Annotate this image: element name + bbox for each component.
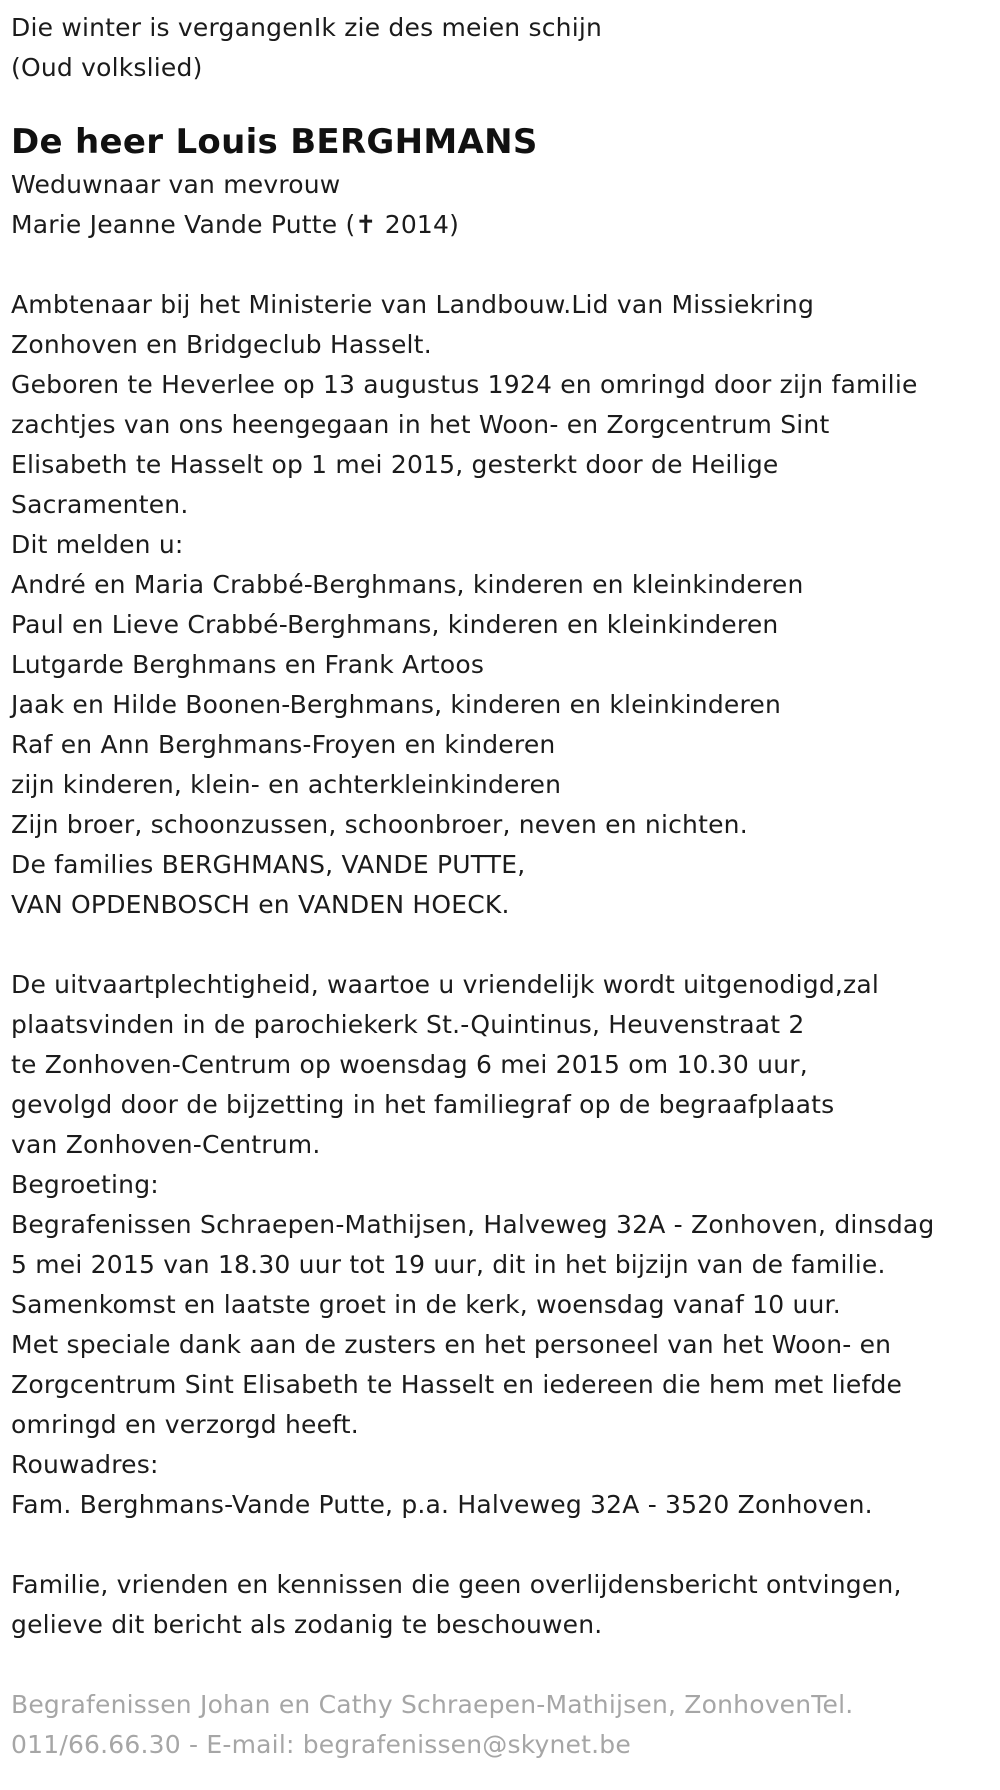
obituary-notice bbox=[11, 8, 991, 1765]
family-line: Lutgarde Berghmans en Frank Artoos bbox=[11, 650, 485, 679]
notice-line: Familie, vrienden en kennissen die geen overlijdensbericht ontvingen, bbox=[11, 1570, 902, 1599]
ceremony-line: plaatsvinden in de parochiekerk St.-Quintinus, Heuvenstraat 2 bbox=[11, 1010, 805, 1039]
ceremony-line: De uitvaartplechtigheid, waartoe u vriendelijk wordt uitgenodigd,zal bbox=[11, 970, 880, 999]
relation-line: Weduwnaar van mevrouw bbox=[11, 170, 341, 199]
ceremony-line: Met speciale dank aan de zusters en het personeel van het Woon- en bbox=[11, 1330, 892, 1359]
family-line: Paul en Lieve Crabbé-Berghmans, kinderen en kleinkinderen bbox=[11, 610, 779, 639]
biography-line: Sacramenten. bbox=[11, 490, 189, 519]
biography-line: Geboren te Heverlee op 13 augustus 1924 en omringd door zijn familie bbox=[11, 370, 918, 399]
ceremony-details bbox=[11, 965, 991, 1525]
motto-line: Die winter is vergangenIk zie des meien schijn bbox=[11, 13, 603, 42]
family-line: zijn kinderen, klein- en achterkleinkinderen bbox=[11, 770, 562, 799]
biography-line: Elisabeth te Hasselt op 1 mei 2015, gesterkt door de Heilige bbox=[11, 450, 779, 479]
family-line: De families BERGHMANS, VANDE PUTTE, bbox=[11, 850, 526, 879]
spacer bbox=[11, 925, 991, 965]
spacer bbox=[11, 245, 991, 285]
family-line: VAN OPDENBOSCH en VANDEN HOECK. bbox=[11, 890, 510, 919]
ceremony-line: gevolgd door de bijzetting in het familiegraf op de begraafplaats bbox=[11, 1090, 835, 1119]
ceremony-line: omringd en verzorgd heeft. bbox=[11, 1410, 359, 1439]
notice-line: gelieve dit bericht als zodanig te beschouwen. bbox=[11, 1610, 603, 1639]
spacer bbox=[11, 1525, 991, 1565]
spouse-line: Marie Jeanne Vande Putte (✝ 2014) bbox=[11, 210, 460, 239]
footer-line: Begrafenissen Johan en Cathy Schraepen-Mathijsen, ZonhovenTel. bbox=[11, 1690, 854, 1719]
footer bbox=[11, 1685, 991, 1765]
family-line: André en Maria Crabbé-Berghmans, kinderen en kleinkinderen bbox=[11, 570, 804, 599]
footer-line: 011/66.66.30 - E-mail: begrafenissen@skynet.be bbox=[11, 1730, 631, 1759]
ceremony-line: te Zonhoven-Centrum op woensdag 6 mei 2015 om 10.30 uur, bbox=[11, 1050, 808, 1079]
family-line: Raf en Ann Berghmans-Froyen en kinderen bbox=[11, 730, 556, 759]
biography bbox=[11, 285, 991, 525]
ceremony-line: Fam. Berghmans-Vande Putte, p.a. Halveweg 32A - 3520 Zonhoven. bbox=[11, 1490, 873, 1519]
family-line: Zijn broer, schoonzussen, schoonbroer, neven en nichten. bbox=[11, 810, 748, 839]
ceremony-line: Zorgcentrum Sint Elisabeth te Hasselt en iedereen die hem met liefde bbox=[11, 1370, 903, 1399]
ceremony-line: 5 mei 2015 van 18.30 uur tot 19 uur, dit in het bijzijn van de familie. bbox=[11, 1250, 886, 1279]
deceased-name: De heer Louis BERGHMANS bbox=[11, 122, 538, 162]
family-line: Jaak en Hilde Boonen-Berghmans, kinderen en kleinkinderen bbox=[11, 690, 782, 719]
ceremony-line: Begrafenissen Schraepen-Mathijsen, Halveweg 32A - Zonhoven, dinsdag bbox=[11, 1210, 935, 1239]
notice bbox=[11, 1565, 991, 1645]
announcement-intro: Dit melden u: bbox=[11, 530, 184, 559]
ceremony-line: Samenkomst en laatste groet in de kerk, woensdag vanaf 10 uur. bbox=[11, 1290, 841, 1319]
ceremony-line: Rouwadres: bbox=[11, 1450, 159, 1479]
motto-source: (Oud volkslied) bbox=[11, 53, 203, 82]
biography-line: Ambtenaar bij het Ministerie van Landbouw.Lid van Missiekring bbox=[11, 290, 815, 319]
ceremony-line: van Zonhoven-Centrum. bbox=[11, 1130, 321, 1159]
ceremony-line: Begroeting: bbox=[11, 1170, 159, 1199]
biography-line: Zonhoven en Bridgeclub Hasselt. bbox=[11, 330, 432, 359]
biography-line: zachtjes van ons heengegaan in het Woon- en Zorgcentrum Sint bbox=[11, 410, 830, 439]
spacer bbox=[11, 1645, 991, 1685]
announcement bbox=[11, 525, 991, 925]
